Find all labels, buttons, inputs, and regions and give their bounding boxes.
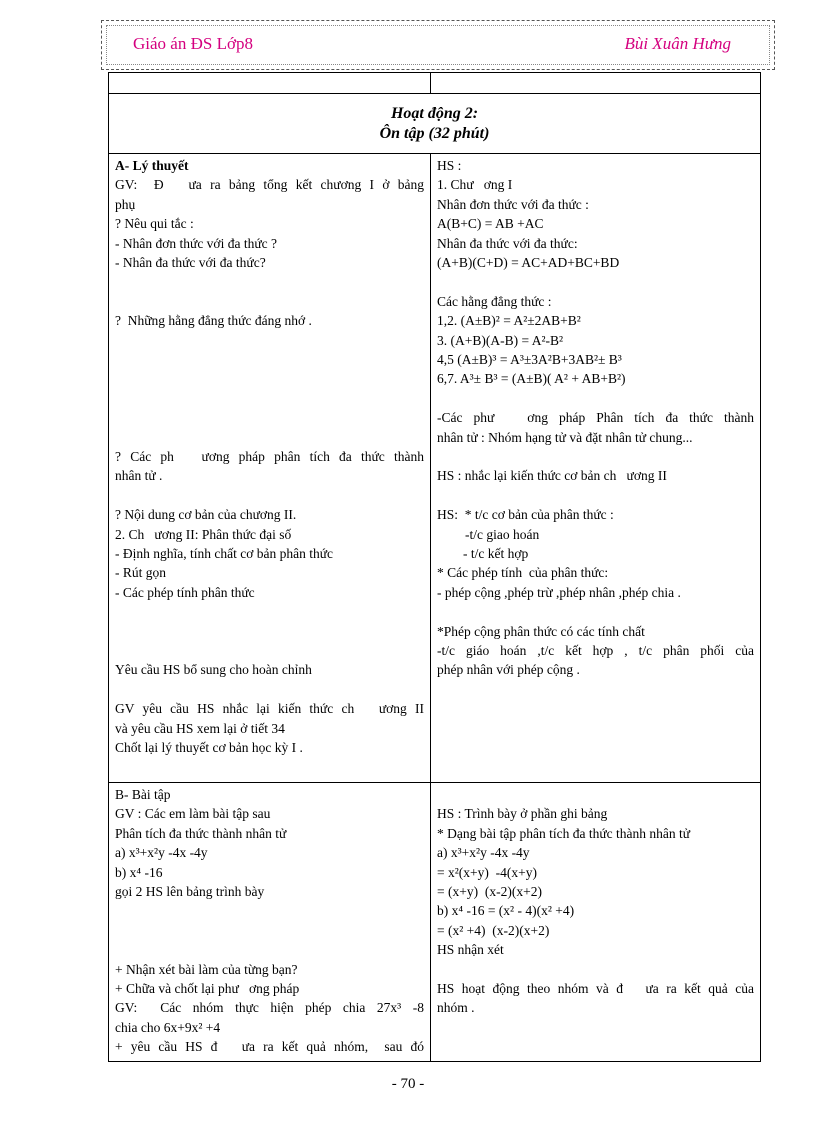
exercise-student-column [431,783,760,1061]
text-line [115,641,424,660]
text-line: 3. (A+B)(A-B) = A²-B² [437,332,564,348]
page-header-box [101,20,775,70]
activity-heading-row [109,94,760,154]
text-line [115,331,424,350]
table-empty-row [109,73,760,94]
text-line: -t/c giao hoán [465,526,540,542]
text-line: Yêu cầu HS bổ sung cho hoàn chỉnh [115,662,312,678]
text-line: * Dạng bài tập phân tích đa thức thành nhân tử [437,825,691,841]
lesson-table [108,72,761,1062]
text-line: - phép cộng ,phép trừ ,phép nhân ,phép chia . [437,584,681,600]
header-subject: Giáo án ĐS Lớp8 [133,34,253,53]
text-line [437,960,754,979]
text-line: Phân tích đa thức thành nhân tử [115,825,287,841]
text-line: + Chữa và chốt lại phư ơng pháp [115,981,300,997]
text-line: phụ [115,196,136,212]
theory-teacher-column [109,154,431,782]
text-line: - Các phép tính phân thức [115,584,255,600]
text-line: GV: Các nhóm thực hiện phép chia 27x³ -8 [115,1000,424,1016]
text-line [115,350,424,369]
text-line: GV yêu cầu HS nhắc lại kiến thức ch ương II [115,701,424,717]
text-line: = (x+y) (x-2)(x+2) [437,884,542,900]
text-line: ? Những hằng đẳng thức đáng nhớ . [115,313,312,329]
text-line: 2. Ch ương II: Phân thức đại số [115,526,292,542]
text-line: Nhân đơn thức với đa thức : [437,196,589,212]
text-line: + yêu cầu HS đ ưa ra kết quả nhóm, sau đó [115,1039,424,1055]
activity-subtitle: Ôn tập (32 phút) [379,125,490,142]
text-line: ? Nội dung cơ bản của chương II. [115,507,297,523]
text-line [115,921,424,940]
text-line: a) x³+x²y -4x -4y [115,845,208,861]
activity-title: Hoạt động 2: [390,105,479,122]
text-line [437,486,754,505]
text-line: *Phép cộng phân thức có các tính chất [437,623,645,639]
text-line: 4,5 (A±B)³ = A³±3A²B+3AB²± B³ [437,352,622,368]
text-line [115,428,424,447]
text-line: phép nhân với phép cộng . [437,662,580,678]
text-line: nhân tử : Nhóm hạng tử và đặt nhân tử chung... [437,429,693,445]
text-line: chia cho 6x+9x² +4 [115,1019,221,1035]
page-header-inner [106,25,770,65]
text-line [115,272,424,291]
text-line: HS hoạt động theo nhóm và đ ưa ra kết quả của [437,981,754,997]
text-line [437,447,754,466]
text-line: * Các phép tính của phân thức: [437,565,609,581]
empty-cell-right [431,73,760,93]
text-line: HS nhận xét [437,942,504,958]
text-line: Các hằng đẳng thức : [437,293,552,309]
text-line [115,486,424,505]
text-line [115,680,424,699]
text-line [437,785,754,804]
theory-student-column [431,154,760,782]
theory-row [109,154,760,783]
text-line: b) x⁴ -16 = (x² - 4)(x² +4) [437,903,575,919]
text-line: Nhân đa thức với đa thức: [437,235,578,251]
text-line: A(B+C) = AB +AC [437,216,544,232]
text-line: - Định nghĩa, tính chất cơ bản phân thức [115,545,334,561]
text-line: GV: Đ ưa ra bảng tổng kết chương I ở bảng [115,177,424,193]
text-line: = x²(x+y) -4(x+y) [437,864,537,880]
text-line [115,622,424,641]
text-line: b) x⁴ -16 [115,864,163,880]
exercise-teacher-column [109,783,431,1061]
text-line: - t/c kết hợp [463,546,529,562]
text-line [115,940,424,959]
text-line: - Nhân đơn thức với đa thức ? [115,235,277,251]
text-line: B- Bài tập [115,787,171,802]
text-line: HS : nhắc lại kiến thức cơ bản ch ương II [437,468,667,484]
text-line: -t/c giáo hoán ,t/c kết hợp , t/c phân phối của [437,643,754,659]
text-line: GV : Các em làm bài tập sau [115,806,271,822]
text-line: nhân tử . [115,468,163,484]
text-line [115,292,424,311]
text-line: và yêu cầu HS xem lại ở tiết 34 [115,720,285,736]
text-line [115,408,424,427]
text-line [115,901,424,920]
exercise-row [109,783,760,1061]
text-line: 1. Chư ơng I [437,177,513,193]
text-line [115,389,424,408]
text-line: a) x³+x²y -4x -4y [437,845,530,861]
text-line: A- Lý thuyết [115,158,189,173]
empty-cell-left [109,73,431,93]
text-line [437,389,754,408]
text-line [437,602,754,621]
text-line: HS : Trình bày ở phần ghi bảng [437,806,608,822]
activity-heading [109,94,760,153]
text-line [115,602,424,621]
text-line [115,369,424,388]
page-number: - 70 - [391,1076,425,1092]
text-line: -Các phư ơng pháp Phân tích đa thức thành [437,410,754,426]
text-line: 1,2. (A±B)² = A²±2AB+B² [437,313,581,329]
header-author: Bùi Xuân Hưng [624,34,731,53]
text-line: = (x² +4) (x-2)(x+2) [437,922,550,938]
text-line [437,272,754,291]
text-line: HS: * t/c cơ bản của phân thức : [437,507,614,523]
text-line: - Rút gọn [115,565,167,581]
text-line: ? Nêu qui tắc : [115,216,194,232]
text-line: - Nhân đa thức với đa thức? [115,255,266,271]
text-line: + Nhận xét bài làm của từng bạn? [115,961,298,977]
text-line: HS : [437,158,462,173]
text-line: nhóm . [437,1000,475,1016]
text-line: (A+B)(C+D) = AC+AD+BC+BD [437,255,620,271]
text-line: Chốt lại lý thuyết cơ bản học kỳ I . [115,739,303,755]
text-line: 6,7. A³± B³ = (A±B)( A² + AB+B²) [437,371,626,387]
text-line: ? Các ph ương pháp phân tích đa thức thành [115,448,424,464]
text-line: gọi 2 HS lên bảng trình bày [115,884,265,900]
